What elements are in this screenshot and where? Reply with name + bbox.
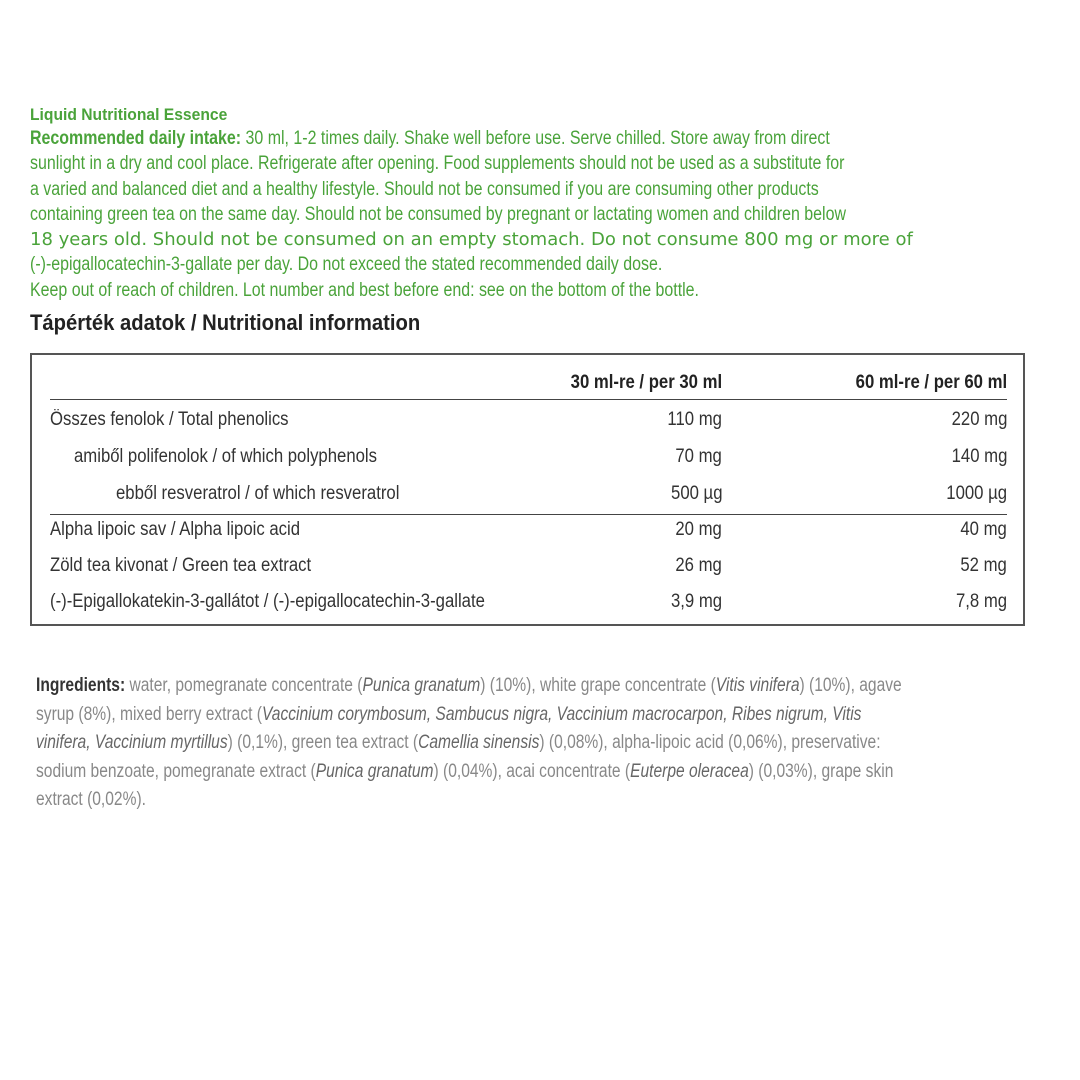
intake-line-2: sunlight in a dry and cool place. Refrigerate after opening. Food supplements should not be used as a substitute for	[30, 153, 845, 175]
table-row	[50, 439, 1007, 475]
row-value-30ml: 26 mg	[675, 555, 722, 576]
row-name: Alpha lipoic sav / Alpha lipoic acid	[50, 519, 301, 540]
latin-name: Vitis vinifera	[715, 675, 800, 696]
ingredients-line-2	[36, 701, 862, 730]
row-name: Összes fenolok / Total phenolics	[50, 409, 289, 430]
intake-line-7: Keep out of reach of children. Lot number and best before end: see on the bottom of the bottle.	[30, 279, 700, 301]
intake-line-6: (-)-epigallocatechin-3-gallate per day. Do not exceed the stated recommended daily dose.	[30, 254, 663, 276]
ingredients-text: ) (10%), white grape concentrate (	[480, 675, 716, 696]
row-value-60ml: 1000 µg	[946, 483, 1007, 504]
col1-header: 30 ml-re / per 30 ml	[570, 372, 722, 393]
nutrition-table	[30, 353, 1025, 626]
row-name: ebből resveratrol / of which resveratrol	[116, 483, 400, 504]
table-row	[50, 402, 1007, 438]
ingredients-block	[36, 672, 1036, 815]
ingredients-line-5: extract (0,02%).	[36, 789, 146, 810]
ingredients-line-1	[36, 672, 902, 701]
ingredients-text: sodium benzoate, pomegranate extract (	[36, 760, 316, 782]
latin-name: Punica granatum	[315, 760, 434, 782]
ingredients-text: ) (0,03%), grape skin	[748, 760, 894, 782]
ingredients-text: syrup (8%), mixed berry extract (	[36, 703, 262, 725]
intake-line-5: 18 years old. Should not be consumed on an empty stomach. Do not consume 800 mg or more of	[30, 229, 913, 251]
row-name: amiből polifenolok / of which polyphenols	[74, 446, 378, 467]
product-title: Liquid Nutritional Essence	[30, 105, 228, 124]
row-value-60ml: 140 mg	[951, 446, 1007, 467]
ingredients-text: ) (0,04%), acai concentrate (	[433, 760, 631, 782]
latin-name: Camellia sinensis	[418, 732, 540, 753]
row-value-30ml: 500 µg	[670, 483, 722, 504]
row-name: (-)-Epigallokatekin-3-gallátot / (-)-epigallocatechin-3-gallate	[50, 591, 485, 612]
table-row	[50, 584, 1007, 620]
intake-label: Recommended daily intake:	[30, 128, 242, 149]
intake-text-1: 30 ml, 1-2 times daily. Shake well before use. Serve chilled. Store away from direct	[241, 128, 830, 149]
table-row	[50, 512, 1007, 548]
table-header-row	[50, 365, 1007, 401]
intake-line-4: containing green tea on the same day. Should not be consumed by pregnant or lactating women and children below	[30, 203, 846, 225]
intake-line-1	[30, 126, 870, 151]
header-separator	[50, 399, 1007, 400]
row-value-30ml: 110 mg	[667, 409, 722, 430]
nutrition-heading: Tápérték adatok / Nutritional information	[30, 310, 421, 335]
product-info	[30, 104, 1030, 303]
ingredients-line-3	[36, 729, 881, 758]
row-name: Zöld tea kivonat / Green tea extract	[50, 555, 312, 576]
row-value-60ml: 52 mg	[960, 555, 1007, 576]
ingredients-line-4	[36, 758, 894, 787]
row-value-60ml: 220 mg	[951, 409, 1007, 430]
latin-name: Euterpe oleracea	[630, 760, 749, 782]
ingredients-label: Ingredients:	[36, 675, 126, 696]
row-value-30ml: 20 mg	[675, 519, 722, 540]
ingredients-text: ) (0,08%), alpha-lipoic acid (0,06%), preservative:	[539, 732, 881, 753]
intake-line-3: a varied and balanced diet and a healthy lifestyle. Should not be consumed if you are consuming other products	[30, 178, 819, 200]
col2-header: 60 ml-re / per 60 ml	[855, 372, 1007, 393]
ingredients-text: ) (10%), agave	[799, 675, 902, 696]
row-value-30ml: 70 mg	[675, 446, 722, 467]
table-row	[50, 548, 1007, 584]
ingredients-text: ) (0,1%), green tea extract (	[227, 732, 419, 753]
table-row	[50, 476, 1007, 512]
ingredients-text: water, pomegranate concentrate (	[125, 675, 363, 696]
row-value-30ml: 3,9 mg	[670, 591, 722, 612]
latin-name: Punica granatum	[362, 675, 481, 696]
row-value-60ml: 7,8 mg	[955, 591, 1007, 612]
row-value-60ml: 40 mg	[960, 519, 1007, 540]
latin-name: Vaccinium corymbosum, Sambucus nigra, Vaccinium macrocarpon, Ribes nigrum, Vitis	[261, 703, 862, 725]
latin-name: vinifera, Vaccinium myrtillus	[36, 732, 228, 753]
